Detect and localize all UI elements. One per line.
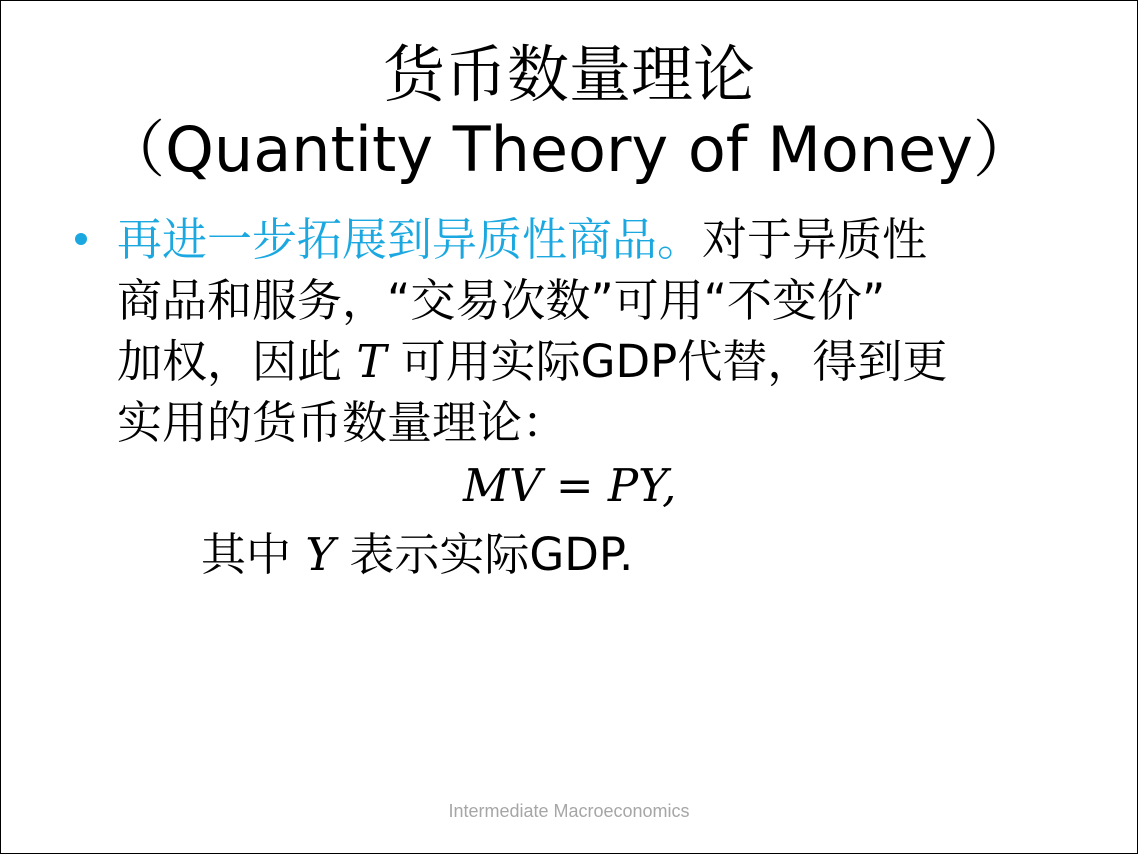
variable-t: T bbox=[356, 335, 387, 388]
title-chinese: 货币数量理论 bbox=[382, 38, 755, 111]
line1-rest: 对于异质性 bbox=[702, 213, 928, 266]
bullet-line-3 bbox=[117, 331, 1075, 392]
where-line bbox=[117, 524, 1075, 585]
bullet-line-1 bbox=[117, 209, 1075, 270]
highlight-text: 再进一步拓展到异质性商品。 bbox=[117, 213, 703, 266]
slide-body bbox=[75, 209, 1075, 585]
bullet-line-2: 商品和服务，“交易次数”可用“不变价” bbox=[117, 274, 886, 327]
line3-pre: 加权，因此 bbox=[117, 335, 343, 388]
bullet-dot-icon bbox=[75, 233, 87, 245]
variable-y: Y bbox=[305, 528, 336, 581]
title-english: （Quantity Theory of Money） bbox=[103, 113, 1035, 186]
bullet-line-4: 实用的货币数量理论： bbox=[117, 396, 568, 449]
bullet-item bbox=[75, 209, 1075, 585]
where-pre: 其中 bbox=[201, 528, 292, 581]
line3-post: 可用实际GDP代替，得到更 bbox=[400, 335, 948, 388]
slide-title bbox=[1, 39, 1137, 186]
footer-course-name: Intermediate Macroeconomics bbox=[448, 801, 690, 821]
formula: MV = PY, bbox=[463, 459, 677, 512]
where-post: 表示实际GDP. bbox=[349, 528, 634, 581]
